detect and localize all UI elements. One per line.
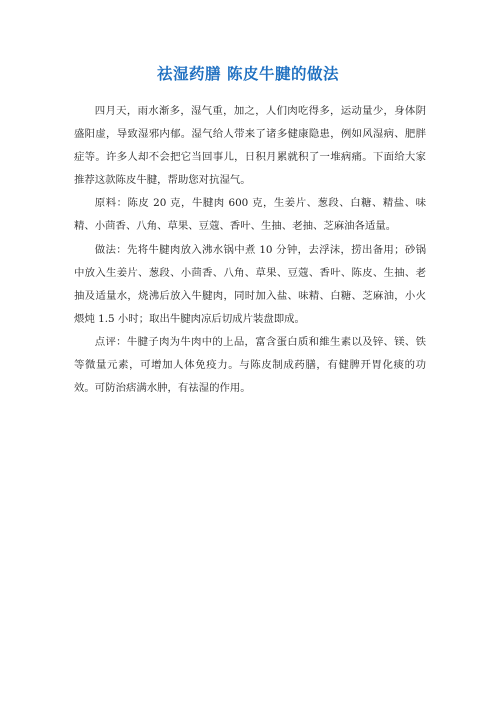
paragraph-ingredients: 原料：陈皮 20 克，牛腱肉 600 克，生姜片、葱段、白糖、精盐、味精、小茴香、八角、草果、豆蔻、香叶、生抽、老抽、芝麻油各适量。 (74, 197, 426, 233)
document-body (74, 100, 426, 400)
paragraph-method: 做法：先将牛腱肉放入沸水锅中煮 10 分钟，去浮沫，捞出备用；砂锅中放入生姜片、葱段、小茴香、八角、草果、豆蔻、香叶、陈皮、生抽、老抽及适量水，烧沸后放入牛腱肉，同时加入盐、味精、白糖、芝麻油，小火煨炖 1.5 小时；取出牛腱肉凉后切成片装盘即成。 (74, 243, 426, 325)
paragraph-intro: 四月天，雨水渐多，湿气重，加之，人们肉吃得多，运动量少，身体阴盛阳虚，导致湿邪内郁。湿气给人带来了诸多健康隐患，例如风湿病、肥胖症等。许多人却不会把它当回事儿，日积月累就积了一堆病痛。下面给大家推荐这款陈皮牛腱，帮助您对抗湿气。 (74, 105, 426, 187)
paragraph-comment: 点评：牛腱子肉为牛肉中的上品，富含蛋白质和維生素以及锌、镁、铁等微量元素，可增加人体免疫力。与陈皮制成药膳，有健脾开胃化痰的功效。可防治痞满水肿，有祛湿的作用。 (74, 335, 426, 395)
document-title: 祛湿药膳 陈皮牛腱的做法 (157, 65, 339, 83)
